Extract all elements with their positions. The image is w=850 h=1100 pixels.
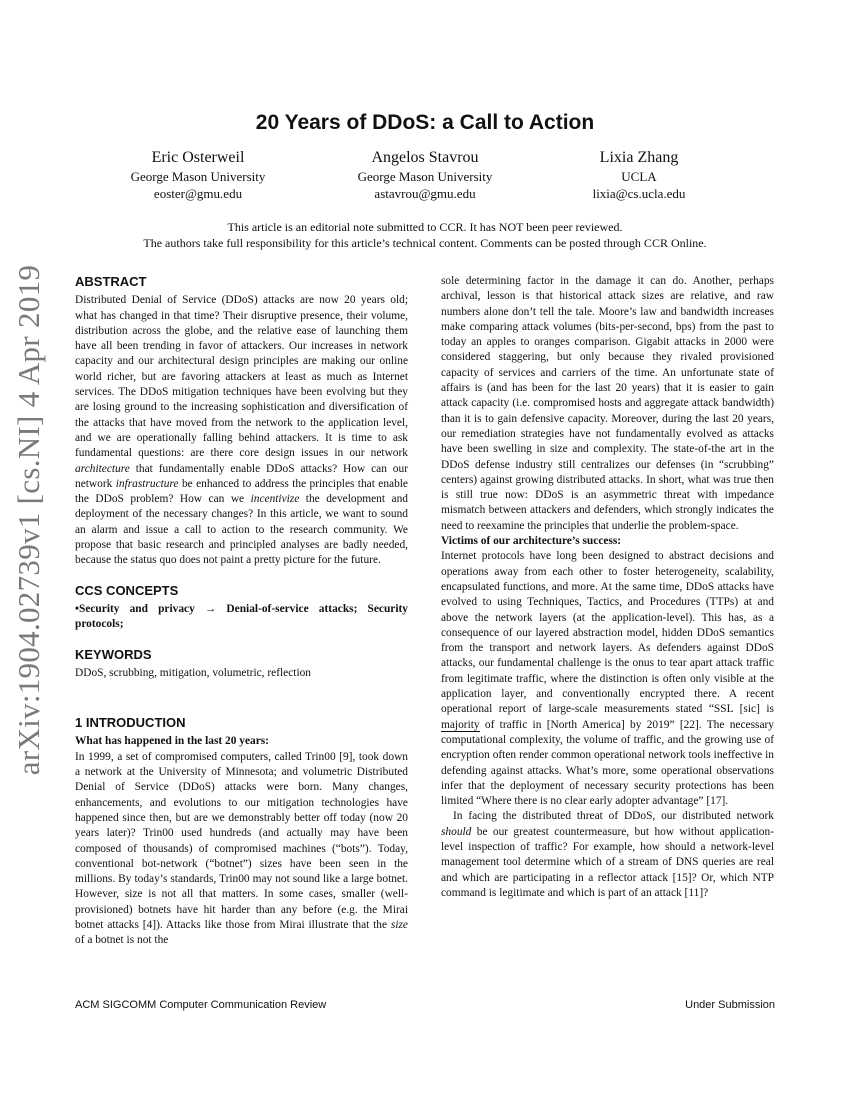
arxiv-stamp	[4, 264, 54, 776]
keywords-text: DDoS, scrubbing, mitigation, volumetric, reflection	[75, 666, 311, 679]
author-name: Angelos Stavrou	[371, 149, 479, 166]
underlined-word: majority	[441, 718, 480, 731]
editorial-note-line-1: This article is an editorial note submitted to CCR. It has NOT been peer reviewed.	[227, 220, 623, 234]
intro-emphasis: size	[390, 918, 408, 931]
abstract-emphasis: incentivize	[250, 493, 300, 506]
abstract-text-part: the development and deployment of the necessary changes? In this article, we want to sound an alarm and issue a call to action to the research community. We propose that basic research and principled analyses are badly needed, because the status quo does not paint a pretty picture for the future.	[75, 493, 408, 567]
left-column	[75, 274, 408, 949]
ccs-text: •Security and privacy → Denial-of-service attacks; Security protocols;	[75, 602, 408, 631]
author-affiliation: George Mason University	[130, 169, 266, 184]
abstract-text-part: that fundamentally enable DDoS attacks? How can our network	[75, 462, 408, 490]
footer-status: Under Submission	[685, 999, 775, 1011]
victims-subheading: Victims of our architecture’s success:	[441, 535, 622, 548]
right-emphasis: should	[441, 825, 472, 838]
right-paragraph-2	[441, 549, 774, 809]
intro-text-part: In 1999, a set of compromised computers, called Trin00 [9], took down a network at the University of Minnesota; and volumetric Distributed Denial of Service (DDoS) attacks were born. Many changes, enhancements, and evolutions to our mitigation technologies have happened since then, but are we demonstrably better off today (now 20 years later)? Trin00 used hundreds (and actually may have been composed of thousands) of compromised machines (“bots”). Today, conventional bot-network (“botnet”) sizes have been seen in the millions. By today’s standards, Trin00 may not sound like a large botnet. However, size is not all that matters. In some cases, smaller (well-provisioned) botnets have hit harder than any before (e.g. the Mirai botnet attacks [4]). Attacks like those from Mirai illustrate that the	[75, 750, 408, 931]
author-affiliation: UCLA	[621, 169, 657, 184]
author-name: Lixia Zhang	[599, 149, 679, 166]
author-1	[78, 148, 318, 202]
editorial-note	[0, 219, 850, 251]
intro-heading: 1 INTRODUCTION	[75, 715, 186, 731]
author-3	[519, 148, 759, 202]
intro-text-part: of a botnet is not the	[75, 934, 169, 947]
right-text-part: be our greatest countermeasure, but how without application-level inspection of traffic? For example, how should a network-level management tool determine which of a stream of DNS queries are real and which are participating in a reflector attack [15]? Or, which NTP command is legitimate and which is part of an attack [11]?	[441, 825, 774, 899]
author-email: eoster@gmu.edu	[153, 186, 243, 201]
arxiv-stamp-text: arXiv:1904.02739v1 [cs.NI] 4 Apr 2019	[11, 264, 47, 776]
ccs-heading: CCS CONCEPTS	[75, 582, 179, 598]
right-text-part: of traffic in [North America] by 2019” [22]. The necessary computational complexity, the volume of traffic, and the growing use of encryption often render common operational network tools ineffective in defending against attacks. What’s more, some operational observations infer that the deployment of necessary security protections has been limited “Where there is no clear early adopter advantage” [17].	[441, 718, 774, 808]
abstract-emphasis: architecture	[75, 462, 130, 475]
right-column	[441, 274, 774, 901]
right-text-part: In facing the distributed threat of DDoS, our distributed network	[453, 810, 774, 823]
editorial-note-line-2: The authors take full responsibility for this article’s technical content. Comments can be posted through CCR Online.	[143, 236, 707, 250]
intro-subheading: What has happened in the last 20 years:	[75, 735, 269, 748]
right-paragraph-3	[441, 809, 774, 901]
keywords-heading: KEYWORDS	[75, 646, 152, 662]
author-affiliation: George Mason University	[357, 169, 493, 184]
intro-text	[75, 750, 408, 949]
author-email: astavrou@gmu.edu	[374, 186, 476, 201]
right-paragraph-1: sole determining factor in the damage it can do. Another, perhaps archival, lesson is that historical attack sizes are relative, and raw numbers alone don’t tell the tale. Moore’s law and bandwidth increases make comparing attack volumes (bits-per-second, bps) from the past to today an apples to oranges comparison. Gigabit attacks in 2000 were considered staggering, but only because they rivaled provisioned capacity of services and carriers of the time. An unfortunate state of affairs is (and has been for the last 20 years) that it is easier to gain attack capacity (i.e. compromised hosts and aggregate attack bandwidth) than it is to gain defensive capacity. Moreover, during the last 20 years, our remediation strategies have not fundamentally evolved as attacks have been swelling in size and complexity. The state-of-the art in the DDoS defense industry still centralizes our defenses (in “scrubbing” centers) against growing distributed attacks. In short, what was true then is still true now: DDoS is an asymmetric threat with impedance mismatch between attackers and defenders, which strongly indicates the need to reexamine the principles that underlie the problem-space.	[441, 275, 774, 532]
author-2	[305, 148, 545, 202]
author-name: Eric Osterweil	[151, 149, 245, 166]
author-email: lixia@cs.ucla.edu	[592, 186, 686, 201]
footer-venue: ACM SIGCOMM Computer Communication Review	[75, 999, 327, 1011]
paper-title: 20 Years of DDoS: a Call to Action	[255, 111, 595, 134]
abstract-text	[75, 293, 408, 568]
abstract-text-part: be enhanced to address the principles that enable the DDoS problem? How can we	[75, 477, 408, 506]
abstract-text-part: Distributed Denial of Service (DDoS) attacks are now 20 years old; what has changed in that time? Their disruptive presence, their volume, distribution across the globe, and the relative ease of launching them have all been trending in favor of attackers. Our increases in network capacity and our architectural design principles are making our online world richer, but are favoring attackers at least as much as Internet services. The DDoS mitigation techniques have been evolving but they are losing ground to the increasing sophistication and diversification of the attacks that have moved from the network to the application level, and we are operationally falling behind attackers. It is time to ask fundamental questions: are there core design issues in our network	[75, 294, 408, 460]
abstract-heading: ABSTRACT	[75, 274, 147, 289]
right-text-part: Internet protocols have long been designed to abstract decisions and operations away from each other to foster heterogeneity, scalability, encapsulated functions, and more. At the same time, DDoS attacks have evolved to using Techniques, Tactics, and Procedures (TTPs) at and above the network layers (at the application-level). This has, as a consequence of our layered abstraction model, hidden DDoS semantics from the transport and network layers. As defenders against DDoS attacks, our fundamental challenge is the onus to tear apart attack traffic from legitimate traffic, where the distinction is often only visible at the application layer, and conventionally encrypted there. A recent operational report of large-scale measurements stated “SSL [sic] is	[441, 550, 774, 716]
abstract-emphasis: infrastructure	[115, 477, 179, 490]
